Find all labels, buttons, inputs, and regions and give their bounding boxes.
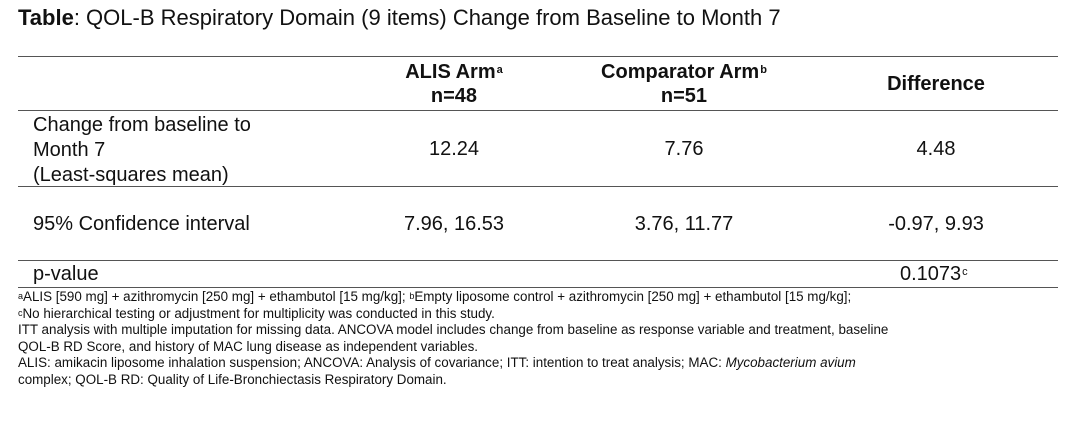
footnote-line-2 xyxy=(18,306,1063,323)
footnote-rule xyxy=(18,287,1058,288)
header-comparator-name: Comparator Arm xyxy=(601,61,760,83)
pvalue-sup: c xyxy=(962,266,968,278)
footnote-line-1 xyxy=(18,289,1063,306)
row-change-label-line3: (Least-squares mean) xyxy=(33,164,229,186)
footnote-line-6: complex; QOL-B RD: Quality of Life-Bronchiectasis Respiratory Domain. xyxy=(18,371,447,387)
header-comparator-arm xyxy=(601,60,767,108)
row-ci-label: 95% Confidence interval xyxy=(33,213,250,235)
footnote-line-4: QOL-B RD Score, and history of MAC lung disease as independent variables. xyxy=(18,338,478,354)
table-title-text: : QOL-B Respiratory Domain (9 items) Change from Baseline to Month 7 xyxy=(73,5,781,30)
row-change-label-line2: Month 7 xyxy=(33,139,106,161)
header-alis-sup: a xyxy=(496,64,503,76)
header-alis-n: n=48 xyxy=(430,85,478,107)
row-pvalue-difference-value xyxy=(900,262,968,286)
header-difference: Difference xyxy=(887,73,985,95)
row-change-difference-value: 4.48 xyxy=(916,138,956,160)
header-rule xyxy=(18,110,1058,111)
table-title-label: Table xyxy=(18,5,74,30)
row-ci-difference-value: -0.97, 9.93 xyxy=(888,213,984,235)
row-change-label-line1: Change from baseline to xyxy=(33,114,251,136)
top-rule xyxy=(18,56,1058,57)
footnote-line-5 xyxy=(18,355,1063,372)
table-title xyxy=(18,4,781,32)
footnote-line-3: ITT analysis with multiple imputation for missing data. ANCOVA model includes change from baseline as response variable and treatment, baseline xyxy=(18,322,889,337)
footnote-abbrev-text: ALIS: amikacin liposome inhalation suspension; ANCOVA: Analysis of covariance; ITT: intention to treat analysis; MAC: xyxy=(18,355,726,370)
footnote-c-text: No hierarchical testing or adjustment for multiplicity was conducted in this study. xyxy=(22,305,495,321)
header-comparator-sup: b xyxy=(760,64,767,76)
row-ci-comparator-value: 3.76, 11.77 xyxy=(634,213,734,235)
row-change-label xyxy=(33,113,251,188)
row-change-alis-value: 12.24 xyxy=(428,138,480,160)
footnote-b-text: Empty liposome control + azithromycin [250 mg] + ethambutol [15 mg/kg]; xyxy=(414,289,852,304)
header-comparator-n: n=51 xyxy=(660,85,708,107)
footnote-abbrev-italic: Mycobacterium avium xyxy=(725,355,856,370)
footnote-sup-a: a xyxy=(18,291,24,301)
pvalue-number: 0.1073 xyxy=(900,263,962,285)
footnote-sup-c: c xyxy=(18,307,23,318)
footnotes xyxy=(18,289,1063,388)
header-alis-arm xyxy=(405,60,503,108)
row-rule-2 xyxy=(18,260,1058,261)
row-rule-1 xyxy=(18,186,1058,187)
row-ci-alis-value: 7.96, 16.53 xyxy=(403,213,505,235)
footnote-a-text: ALIS [590 mg] + azithromycin [250 mg] + ethambutol [15 mg/kg]; xyxy=(23,289,410,304)
footnote-sup-b: b xyxy=(409,291,415,301)
row-change-comparator-value: 7.76 xyxy=(664,138,704,160)
header-alis-name: ALIS Arm xyxy=(405,61,496,83)
row-pvalue-label: p-value xyxy=(33,263,99,285)
